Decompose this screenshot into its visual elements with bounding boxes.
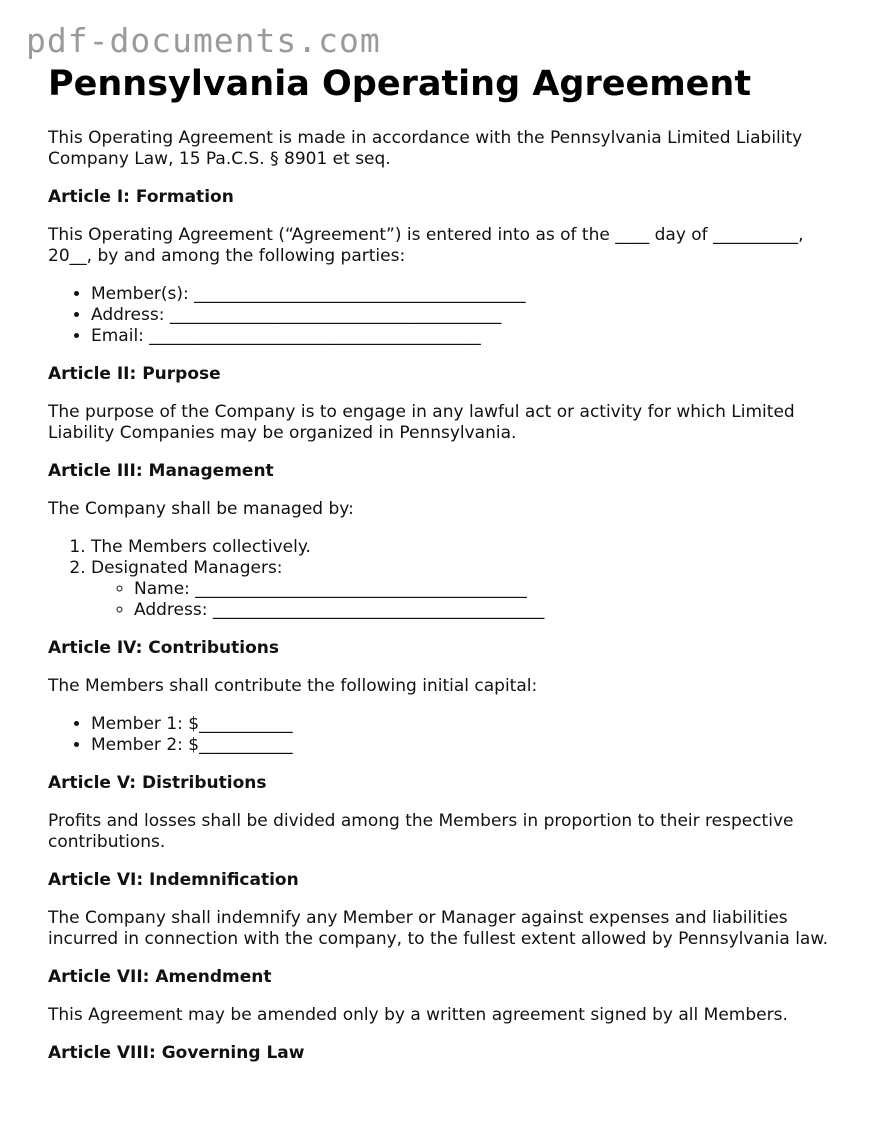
watermark: pdf-documents.com [26, 21, 381, 60]
list-item: • Member 1: $___________ [91, 714, 848, 735]
intro-paragraph: This Operating Agreement is made in accordance with the Pennsylvania Limited Liability Company Law, 15 Pa.C.S. § 8901 et seq. [48, 128, 803, 169]
article-text: The Members shall contribute the following initial capital: [48, 676, 538, 696]
article-heading: Article III: Management [48, 461, 274, 481]
article-distributions [48, 773, 848, 853]
article-heading: Article VI: Indemnification [48, 870, 299, 890]
document-title: Pennsylvania Operating Agreement [48, 64, 752, 104]
article-text: Profits and losses shall be divided among the Members in proportion to their respective contributions. [48, 811, 794, 852]
list-item: • Address: _______________________________________ [91, 305, 848, 326]
article-text: The Company shall be managed by: [48, 499, 354, 519]
article-heading: Article V: Distributions [48, 773, 267, 793]
list-item: ◦ Name: _______________________________________ [134, 579, 848, 600]
parties-list [48, 284, 848, 347]
article-purpose [48, 364, 848, 444]
list-item-label: Designated Managers: [91, 558, 283, 578]
article-text: The purpose of the Company is to engage in any lawful act or activity for which Limited Liability Companies may be organized in Pennsylvania. [48, 402, 795, 443]
article-text: This Agreement may be amended only by a written agreement signed by all Members. [48, 1005, 788, 1025]
article-heading: Article VIII: Governing Law [48, 1043, 305, 1063]
document-page [48, 64, 848, 1081]
contributions-list [48, 714, 848, 756]
article-heading: Article I: Formation [48, 187, 234, 207]
article-indemnification [48, 870, 848, 950]
list-item: • Member 2: $___________ [91, 735, 848, 756]
article-heading: Article IV: Contributions [48, 638, 280, 658]
list-item [91, 558, 848, 621]
list-item: • Member(s): _______________________________________ [91, 284, 848, 305]
article-management [48, 461, 848, 621]
managers-sublist [91, 579, 848, 621]
article-heading: Article VII: Amendment [48, 967, 272, 987]
article-contributions [48, 638, 848, 756]
article-text: The Company shall indemnify any Member or Manager against expenses and liabilities incurred in connection with the company, to the fullest extent allowed by Pennsylvania law. [48, 908, 829, 949]
article-amendment [48, 967, 848, 1026]
list-item: ◦ Address: _______________________________________ [134, 600, 848, 621]
list-item: • Email: _______________________________________ [91, 326, 848, 347]
article-formation [48, 187, 848, 347]
article-text: This Operating Agreement (“Agreement”) is entered into as of the ____ day of __________, 20__, by and among the following parties: [48, 225, 804, 266]
article-heading: Article II: Purpose [48, 364, 221, 384]
list-item: 1. The Members collectively. [91, 537, 848, 558]
article-governing-law [48, 1043, 848, 1064]
management-list [48, 537, 848, 621]
